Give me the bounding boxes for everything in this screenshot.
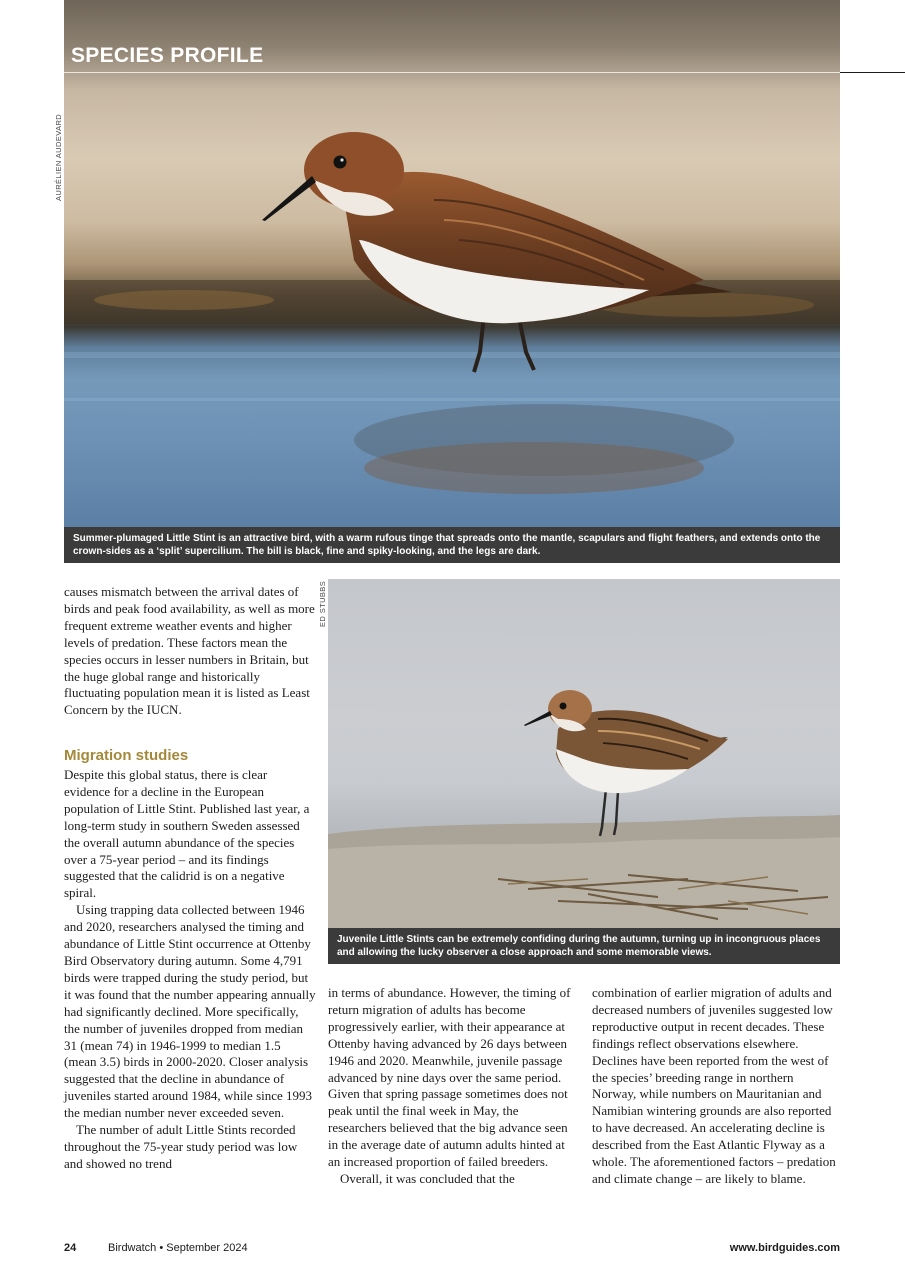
photo-credit: ED STUBBS: [318, 580, 327, 627]
paragraph: Overall, it was concluded that the: [340, 1170, 515, 1186]
paragraph: in terms of abundance. However, the timing of return migration of adults has become progressively earlier, with their appearance at Ottenby having advanced by 26 days between 1946 and 2020. Meanwhile, juvenile passage advanced by nine days over the same period. Given that spring passage sometimes does not peak until the final week in May, the researchers believed that the big advance seen in the average date of autumn adults hinted at an increased proportion of failed breeders.: [328, 985, 571, 1170]
juvenile-photo: [328, 579, 840, 928]
subheading: Migration studies: [64, 747, 189, 764]
paragraph: causes mismatch between the arrival dates of birds and peak food availability, as well as more frequent extreme weather events and higher levels of predation. These factors mean the species occurs in lesser numbers in Britain, but the huge global range and historically fluctuating population mean it is listed as Least Concern by the IUCN.: [64, 584, 315, 718]
title-rule: [64, 72, 840, 73]
article-intro: [64, 584, 316, 719]
article-column-3: [592, 985, 840, 1188]
hero-photo: [64, 0, 840, 527]
page-number: 24: [64, 1242, 77, 1254]
section-title: SPECIES PROFILE: [71, 44, 264, 67]
website-link[interactable]: www.birdguides.com: [729, 1242, 840, 1254]
paragraph: Using trapping data collected between 1946 and 2020, researchers analysed the timing and abundance of Little Stint occurrence at Ottenby Bird Observatory during autumn. Some 4,791 birds were trapped during the study period, but it was found that the number appearing annually had significantly declined. More specifically, the number of juveniles dropped from median 31 (mean 74) in 1946-1999 to median 1.5 (mean 3.5) birds in 2000-2020. Closer analysis suggested that the decline in abundance of juveniles started around 1984, while since 1993 the median number never exceeded seven.: [64, 902, 316, 1121]
paragraph: The number of adult Little Stints recorded throughout the 75-year study period was low and showed no trend: [64, 1122, 298, 1171]
summer-little-stint-illustration: [64, 0, 840, 527]
article-column-2: [328, 985, 580, 1188]
photo-caption: Summer-plumaged Little Stint is an attractive bird, with a warm rufous tinge that spreads onto the mantle, scapulars and flight feathers, and extends onto the crown-sides as a ‘split’ supercilium. The bill is black, fine and spiky-looking, and the legs are dark.: [64, 527, 840, 563]
juvenile-little-stint-illustration: [328, 579, 840, 928]
paragraph: Despite this global status, there is clear evidence for a decline in the European population of Little Stint. Published last year, a long-term study in southern Sweden assessed the overall autumn abundance of the species over a 75-year period – and its findings suggested that the calidrid is on a negative spiral.: [64, 767, 310, 901]
paragraph: combination of earlier migration of adults and decreased numbers of juveniles suggested low reproductive output in recent decades. These findings reflect observations elsewhere. Declines have been reported from the west of the species’ breeding range in northern Norway, while numbers on Mauritanian and Namibian wintering grounds are also reported to have decreased. An accelerating decline is described from the East Atlantic Flyway as a whole. The aforementioned factors – predation and climate change – are likely to blame.: [592, 985, 836, 1186]
margin-rule: [840, 72, 905, 73]
photo-caption: Juvenile Little Stints can be extremely confiding during the autumn, turning up in incongruous places and allowing the lucky observer a close approach and some memorable views.: [328, 928, 840, 964]
photo-credit: AURÉLIEN AUDEVARD: [54, 113, 63, 201]
article-column-1: [64, 767, 316, 1173]
publication-line: Birdwatch • September 2024: [108, 1242, 248, 1254]
